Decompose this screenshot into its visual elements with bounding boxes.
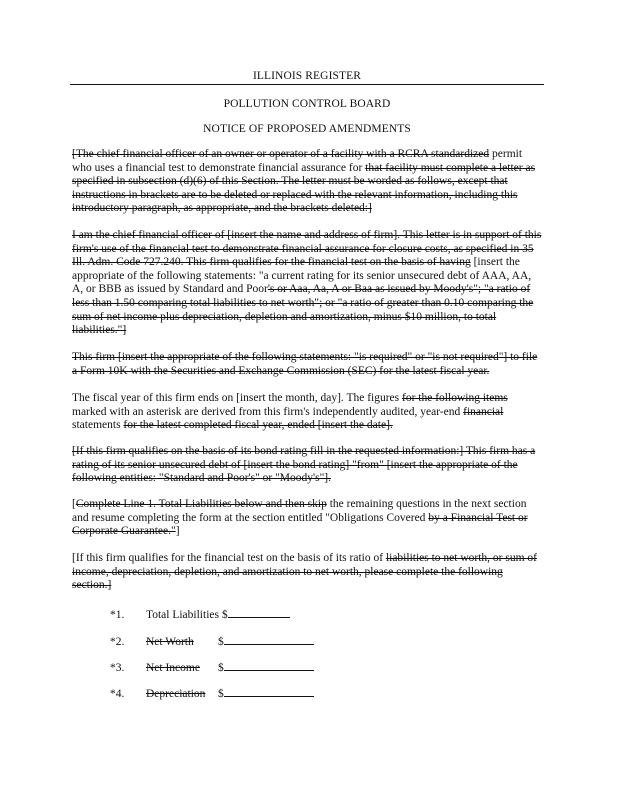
body-text: ] — [175, 525, 180, 538]
struck-text: liabilities to net worth, or sum of income, depreciation, depletion, and amortization to net worth, please complete the following section.] — [72, 552, 538, 592]
struck-text: 's or Aaa, Aa, A or Baa as issued by Moody's"; "a ratio of less than 1.50 comparing total liabilities to net worth"; or "a ratio of greater than 0.10 comparing the sum of net income plus depreciation, depletion and amortization, minus $10 million, to total liabilities."] — [72, 283, 534, 337]
line-number: *4. — [110, 688, 125, 700]
line-item-net-income — [110, 660, 314, 674]
currency-sign: $ — [218, 688, 224, 700]
body-text: permit who uses a financial test to demonstrate financial assurance for — [72, 148, 523, 174]
struck-text: [The chief financial officer of an owner or operator of a facility with a RCRA standardized — [72, 148, 490, 160]
body-text: [ — [72, 498, 76, 510]
line-item-net-worth — [110, 634, 314, 648]
paragraph-bond-rating — [72, 445, 544, 486]
body-text: [If this firm qualifies for the financial test on the basis of its ratio of — [72, 552, 386, 564]
paragraph-fiscal-year — [72, 392, 544, 433]
paragraph-form-10k — [72, 351, 544, 378]
line-item-depreciation — [110, 686, 314, 700]
struck-text: financial — [463, 405, 504, 418]
struck-text: by a Financial Test or Corporate Guarantee." — [72, 511, 528, 538]
notice-title: NOTICE OF PROPOSED AMENDMENTS — [203, 123, 411, 135]
register-title: ILLINOIS REGISTER — [252, 70, 362, 82]
paragraph-complete-line — [72, 498, 544, 539]
currency-sign: $ — [218, 662, 224, 674]
body-text: [insert the appropriate of the following statements: "a current rating for its senior unsecured debt of AAA, AA, A, or BBB as issued by Standard and Poor — [72, 256, 532, 296]
line-label: Depreciation — [146, 688, 206, 700]
currency-sign: $ — [222, 609, 228, 621]
line-label: Net Income — [146, 662, 200, 674]
currency-sign: $ — [218, 636, 224, 648]
amount-blank[interactable] — [224, 660, 314, 671]
body-text: statements — [72, 419, 124, 432]
amount-blank[interactable] — [224, 634, 314, 645]
struck-text: This firm [insert the appropriate of the following statements: "is required" or "is not required"] to file a Form 10K with the Securities and Exchange Commission (SEC) for the latest fiscal year. — [72, 351, 538, 377]
header-rule — [70, 84, 544, 85]
body-text: The fiscal year of this firm ends on [insert the month, day]. The figures — [72, 392, 403, 404]
line-number: *2. — [110, 636, 125, 648]
struck-text: for the following items — [402, 392, 508, 404]
amount-blank[interactable] — [224, 686, 314, 697]
line-number: *3. — [110, 662, 125, 674]
line-label: Total Liabilities — [146, 609, 219, 621]
struck-text: Complete Line 1. Total Liabilities below and then skip — [75, 498, 327, 510]
amount-blank[interactable] — [228, 607, 290, 618]
line-label: Net Worth — [146, 636, 194, 648]
struck-text: I am the chief financial officer of [insert the name and address of firm]. This letter is in support of this firm's use of the financial test to demonstrate financial assurance for closure costs, as specified in 35 Ill. Adm. Code 727.240. This firm qualifies for the financial test on the basis of having — [72, 229, 542, 269]
paragraph-intro — [72, 148, 544, 216]
board-title: POLLUTION CONTROL BOARD — [223, 98, 391, 110]
body-text: the remaining questions in the next section and resume completing the form at the section entitled "Obligations Covered — [72, 498, 527, 524]
struck-text: that facility must complete a letter as specified in subsection (d)(6) of this Section. The letter must be worded as follows, except that instructions in brackets are to be deleted or replaced with the relevant information, including this introductory paragraph, as appropriate, and the brackets deleted:] — [72, 161, 536, 215]
line-number: *1. — [110, 609, 125, 621]
paragraph-ratio-instructions — [72, 552, 544, 593]
paragraph-cfo-statement — [72, 229, 544, 338]
body-text: marked with an asterisk are derived from this firm's independently audited, year-end — [72, 405, 464, 418]
struck-text: for the latest completed fiscal year, ended [insert the date]. — [123, 419, 393, 432]
line-item-total-liabilities — [110, 607, 290, 621]
struck-text: [If this firm qualifies on the basis of its bond rating fill in the requested information:] This firm has a rating of its senior unsecured debt of [insert the bond rating] "from" [insert the appropriate of the following entities: "Standard and Poor's" or "Moody's"]. — [72, 445, 536, 485]
